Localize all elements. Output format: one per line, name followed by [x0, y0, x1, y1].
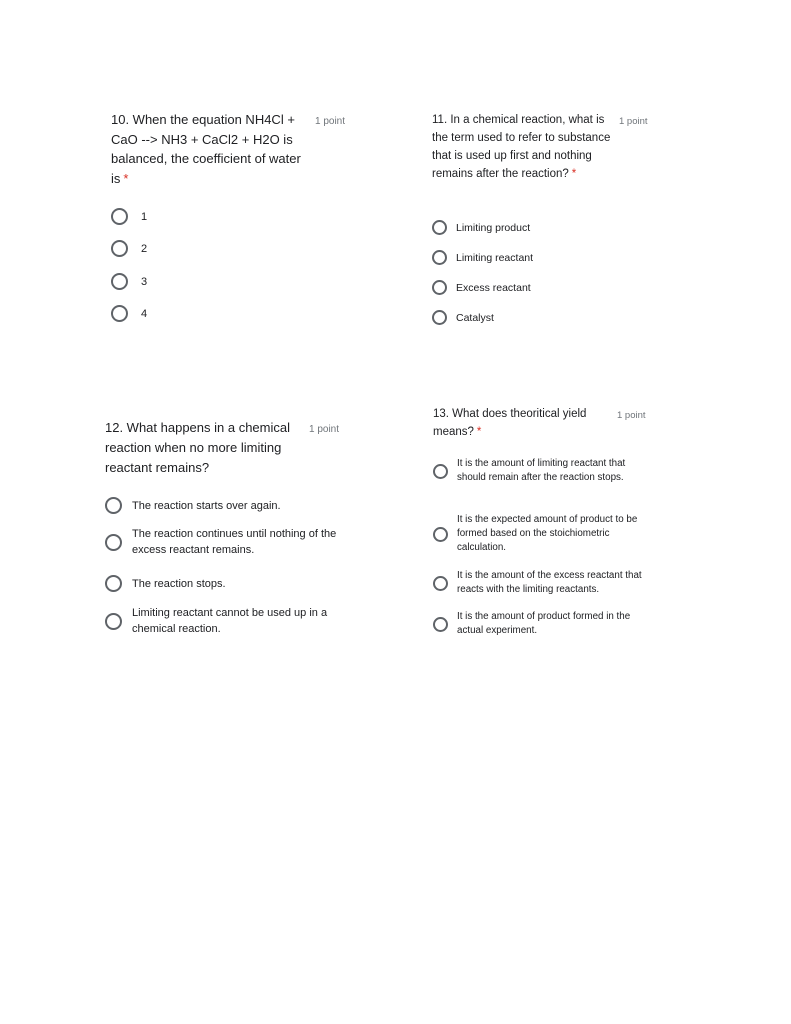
question-10: [111, 110, 361, 340]
option-13-4[interactable]: It is the amount of product formed in the actual experiment.: [433, 610, 647, 638]
radio-button[interactable]: [105, 613, 122, 630]
option-10-1[interactable]: 1: [111, 208, 147, 225]
radio-button[interactable]: [433, 464, 448, 479]
question-11-text: 11. In a chemical reaction, what is the term used to refer to substance that is used up first and nothing remains after the reaction? *: [432, 114, 611, 180]
question-13: [433, 405, 663, 665]
question-12-text: 12. What happens in a chemical reaction when no more limiting reactant remains?: [105, 420, 290, 475]
radio-button[interactable]: [111, 305, 128, 322]
radio-button[interactable]: [432, 310, 447, 325]
option-12-3[interactable]: The reaction stops.: [105, 575, 226, 592]
option-12-4[interactable]: Limiting reactant cannot be used up in a chemical reaction.: [105, 606, 342, 638]
option-10-3[interactable]: 3: [111, 273, 147, 290]
radio-button[interactable]: [433, 576, 448, 591]
required-asterisk: *: [123, 170, 129, 186]
radio-button[interactable]: [105, 534, 122, 551]
option-12-1[interactable]: The reaction starts over again.: [105, 497, 281, 514]
radio-button[interactable]: [111, 240, 128, 257]
question-10-points: 1 point: [315, 116, 346, 127]
question-13-points: 1 point: [617, 410, 646, 421]
required-asterisk: *: [476, 426, 482, 438]
option-12-2[interactable]: The reaction continues until nothing of the excess reactant remains.: [105, 527, 342, 559]
question-10-text: 10. When the equation NH4Cl + CaO --> NH3 + CaCl2 + H2O is balanced, the coefficient of water is *: [111, 112, 301, 186]
option-10-4[interactable]: 4: [111, 305, 147, 322]
question-12-points: 1 point: [309, 424, 340, 435]
radio-button[interactable]: [111, 273, 128, 290]
radio-button[interactable]: [433, 617, 448, 632]
radio-button[interactable]: [105, 497, 122, 514]
option-13-2[interactable]: It is the expected amount of product to be formed based on the stoichiometric calculation.: [433, 513, 647, 556]
radio-button[interactable]: [433, 527, 448, 542]
question-12: [105, 418, 365, 658]
option-13-1[interactable]: It is the amount of limiting reactant that should remain after the reaction stops.: [433, 457, 647, 485]
option-10-2[interactable]: 2: [111, 240, 147, 257]
question-13-text: 13. What does theoritical yield means? *: [433, 408, 587, 438]
option-13-3[interactable]: It is the amount of the excess reactant that reacts with the limiting reactants.: [433, 569, 647, 597]
radio-button[interactable]: [105, 575, 122, 592]
radio-button[interactable]: [432, 220, 447, 235]
question-11-points: 1 point: [619, 116, 648, 127]
option-11-1[interactable]: Limiting product: [432, 220, 530, 235]
option-11-3[interactable]: Excess reactant: [432, 280, 531, 295]
radio-button[interactable]: [432, 250, 447, 265]
question-11: [432, 111, 662, 341]
radio-button[interactable]: [111, 208, 128, 225]
option-11-4[interactable]: Catalyst: [432, 310, 494, 325]
option-11-2[interactable]: Limiting reactant: [432, 250, 533, 265]
radio-button[interactable]: [432, 280, 447, 295]
required-asterisk: *: [571, 168, 577, 180]
